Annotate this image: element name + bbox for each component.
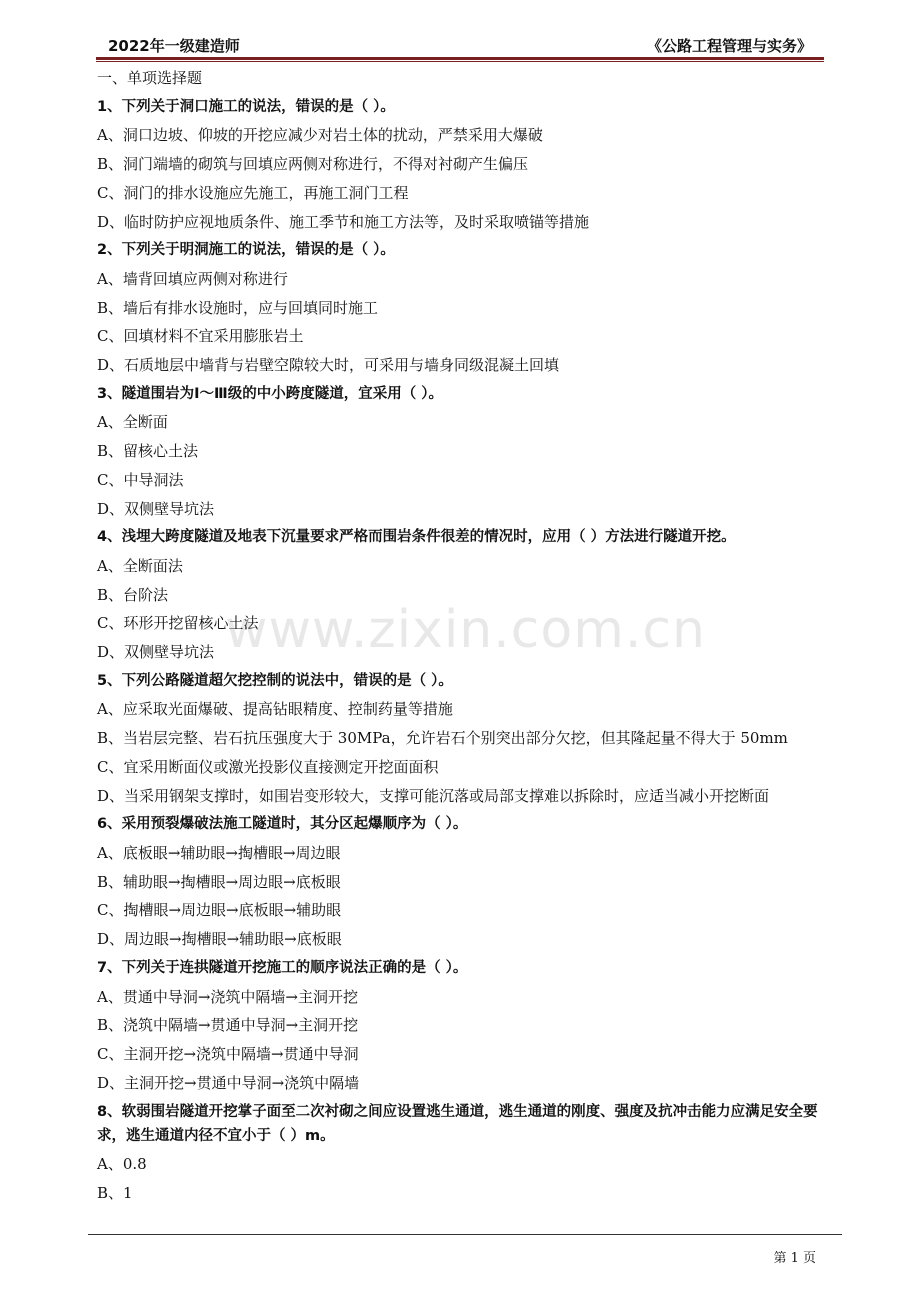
option-a: A、全断面法 [97,556,183,575]
option-c: C、中导洞法 [97,470,184,489]
option-c: C、环形开挖留核心土法 [97,614,259,633]
question-stem: 5、下列公路隧道超欠挖控制的说法中，错误的是（ ）。 [97,672,453,689]
option-c: C、回填材料不宜采用膨胀岩土 [97,327,304,346]
page-header [96,30,824,56]
option-b: B、当岩层完整、岩石抗压强度大于 30MPa，允许岩石个别突出部分欠挖，但其隆起量不得大于 50mm [97,729,788,748]
option-c: C、掏槽眼→周边眼→底板眼→辅助眼 [97,901,342,920]
option-d: D、临时防护应视地质条件、施工季节和施工方法等，及时采取喷锚等措施 [97,212,590,231]
option-a: A、贯通中导洞→浇筑中隔墙→主洞开挖 [97,987,358,1006]
question-stem: 4、浅埋大跨度隧道及地表下沉量要求严格而围岩条件很差的情况时，应用（ ）方法进行隧道开挖。 [97,529,736,546]
header-exam-title: 2022年一级建造师 [108,37,240,55]
section-title: 一、单项选择题 [97,69,203,87]
option-d: D、周边眼→掏槽眼→辅助眼→底板眼 [97,930,342,949]
option-b: B、留核心土法 [97,442,199,461]
question-1 [97,93,832,237]
question-7 [97,954,832,1098]
option-a: A、底板眼→辅助眼→掏槽眼→周边眼 [97,843,341,862]
header-divider-thin [96,61,824,62]
question-stem: 3、隧道围岩为Ⅰ～Ⅲ级的中小跨度隧道，宜采用（ ）。 [97,385,443,402]
footer-divider [88,1234,842,1235]
question-5 [97,667,832,811]
option-a: A、墙背回填应两侧对称进行 [97,269,288,288]
option-d: D、双侧壁导坑法 [97,499,215,518]
option-a: A、应采取光面爆破、提高钻眼精度、控制药量等措施 [97,700,453,719]
option-d: D、当采用钢架支撑时，如围岩变形较大，支撑可能沉落或局部支撑难以拆除时，应适当减小开挖断面 [97,786,770,805]
question-stem: 2、下列关于明洞施工的说法，错误的是（ ）。 [97,242,395,259]
question-6 [97,810,832,954]
option-c: C、宜采用断面仪或激光投影仪直接测定开挖面面积 [97,757,439,776]
question-stem: 7、下列关于连拱隧道开挖施工的顺序说法正确的是（ ）。 [97,959,468,976]
option-a: A、全断面 [97,413,168,432]
option-c: C、主洞开挖→浇筑中隔墙→贯通中导洞 [97,1044,359,1063]
header-divider-thick [96,57,824,60]
option-b: B、浇筑中隔墙→贯通中导洞→主洞开挖 [97,1016,359,1035]
option-d: D、双侧壁导坑法 [97,643,215,662]
option-b: B、洞门端墙的砌筑与回填应两侧对称进行，不得对衬砌产生偏压 [97,155,529,174]
watermark: www.zixin.com.cn [225,600,706,660]
option-d: D、石质地层中墙背与岩壁空隙较大时，可采用与墙身同级混凝土回填 [97,356,560,375]
option-a: A、洞口边坡、仰坡的开挖应减少对岩土体的扰动，严禁采用大爆破 [97,126,543,145]
option-b: B、辅助眼→掏槽眼→周边眼→底板眼 [97,872,341,891]
page-number: 第 1 页 [773,1251,816,1266]
option-b: B、1 [97,1184,133,1203]
option-d: D、主洞开挖→贯通中导洞→浇筑中隔墙 [97,1073,360,1092]
question-stem: 8、软弱围岩隧道开挖掌子面至二次衬砌之间应设置逃生通道，逃生通道的刚度、强度及抗冲击能力应满足安全要求，逃生通道内径不宜小于（ ）m。 [97,1104,818,1145]
option-a: A、0.8 [97,1155,147,1174]
question-2 [97,236,832,380]
header-subject-title: 《公路工程管理与实务》 [646,37,812,55]
question-stem: 6、采用预裂爆破法施工隧道时，其分区起爆顺序为（ ）。 [97,816,468,833]
question-stem: 1、下列关于洞口施工的说法，错误的是（ ）。 [97,98,395,115]
question-8 [97,1097,832,1207]
question-3 [97,380,832,524]
option-b: B、墙后有排水设施时，应与回填同时施工 [97,298,379,317]
option-b: B、台阶法 [97,585,169,604]
option-c: C、洞门的排水设施应先施工，再施工洞门工程 [97,183,409,202]
